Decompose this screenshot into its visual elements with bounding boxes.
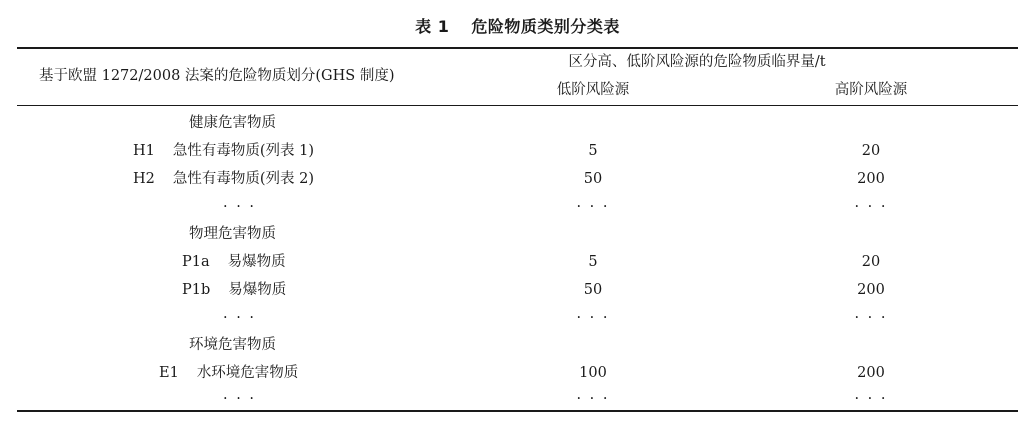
ellipsis-low: · · · bbox=[576, 199, 610, 215]
ellipsis-row bbox=[17, 304, 1018, 332]
low-threshold: 50 bbox=[583, 171, 603, 187]
ellipsis-row bbox=[17, 193, 1018, 221]
table-title: 危险物质类别分类表 bbox=[471, 17, 620, 36]
ellipsis-low: · · · bbox=[576, 391, 610, 407]
table-row bbox=[17, 165, 1018, 193]
header-low-risk: 低阶风险源 bbox=[556, 82, 630, 98]
item-name: 易爆物质 bbox=[228, 282, 287, 298]
high-threshold: 20 bbox=[861, 143, 881, 159]
ellipsis-row bbox=[17, 385, 1018, 413]
item-name: 急性有毒物质(列表 2) bbox=[172, 171, 315, 187]
item-code: H1 bbox=[133, 143, 155, 159]
low-threshold: 5 bbox=[588, 254, 598, 270]
category-row bbox=[17, 109, 1018, 137]
ellipsis-high: · · · bbox=[854, 391, 888, 407]
ellipsis-high: · · · bbox=[854, 310, 888, 326]
category-label: 环境危害物质 bbox=[189, 337, 276, 353]
table-row bbox=[17, 248, 1018, 276]
ellipsis-cell: · · · bbox=[223, 310, 257, 326]
bottom-rule bbox=[17, 410, 1018, 412]
high-threshold: 20 bbox=[861, 254, 881, 270]
high-threshold: 200 bbox=[857, 365, 885, 381]
hazard-classification-table bbox=[17, 47, 1018, 413]
header-rule bbox=[17, 105, 1018, 106]
ellipsis-high: · · · bbox=[854, 199, 888, 215]
table-caption bbox=[0, 16, 1035, 38]
header-high-risk: 高阶风险源 bbox=[834, 82, 908, 98]
low-threshold: 100 bbox=[579, 365, 607, 381]
item-name: 水环境危害物质 bbox=[196, 365, 299, 381]
high-threshold: 200 bbox=[857, 282, 885, 298]
ellipsis-cell: · · · bbox=[223, 199, 257, 215]
table-row bbox=[17, 276, 1018, 304]
high-threshold: 200 bbox=[857, 171, 885, 187]
header-threshold-group: 区分高、低阶风险源的危险物质临界量/t bbox=[568, 54, 826, 70]
ellipsis-low: · · · bbox=[576, 310, 610, 326]
category-label: 健康危害物质 bbox=[189, 115, 276, 131]
item-code: H2 bbox=[133, 171, 155, 187]
ellipsis-cell: · · · bbox=[223, 391, 257, 407]
item-code: E1 bbox=[159, 365, 179, 381]
low-threshold: 5 bbox=[588, 143, 598, 159]
header-classification: 基于欧盟 1272/2008 法案的危险物质划分(GHS 制度) bbox=[39, 68, 395, 84]
category-row bbox=[17, 331, 1018, 359]
item-name: 易爆物质 bbox=[227, 254, 286, 270]
top-rule bbox=[17, 47, 1018, 49]
category-row bbox=[17, 220, 1018, 248]
category-label: 物理危害物质 bbox=[189, 226, 276, 242]
table-number: 表 1 bbox=[415, 17, 450, 36]
table-row bbox=[17, 359, 1018, 387]
item-code: P1a bbox=[182, 254, 210, 270]
item-code: P1b bbox=[182, 282, 211, 298]
item-name: 急性有毒物质(列表 1) bbox=[172, 143, 315, 159]
low-threshold: 50 bbox=[583, 282, 603, 298]
table-row bbox=[17, 137, 1018, 165]
